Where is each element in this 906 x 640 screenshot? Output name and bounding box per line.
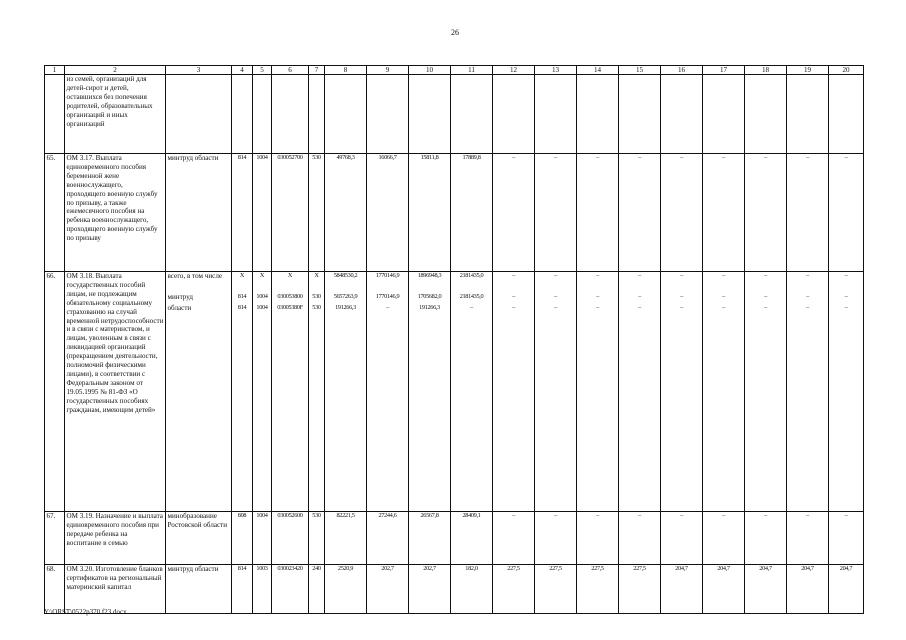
column-number-11: 11 xyxy=(451,66,493,75)
column-number-18: 18 xyxy=(745,66,787,75)
cell-c16: – xyxy=(661,154,703,272)
cell-c4: 814 xyxy=(232,154,253,272)
cell-c13 xyxy=(535,75,577,154)
cell-c15: – xyxy=(619,512,661,565)
cell-c20: – xyxy=(829,154,864,272)
column-number-20: 20 xyxy=(829,66,864,75)
cell-c16: – xyxy=(661,512,703,565)
cell-c13: – xyxy=(535,154,577,272)
column-number-2: 2 xyxy=(65,66,166,75)
page-number: 26 xyxy=(451,28,459,37)
cell-c9: 1770146,9 xyxy=(367,293,409,304)
cell-c8: 5848530,2 xyxy=(325,272,367,293)
executor: минтруд области xyxy=(166,565,232,614)
cell-c20: – xyxy=(829,304,864,512)
cell-c4: 814 xyxy=(232,565,253,614)
cell-c6: 030023420 xyxy=(272,565,309,614)
cell-c6 xyxy=(272,75,309,154)
table-row xyxy=(45,75,864,154)
cell-c7 xyxy=(309,75,325,154)
cell-c11: 2181435,0 xyxy=(451,272,493,293)
measure-name: ОМ 3.19. Назначение и выплата единовременного пособия при передаче ребенка на воспитание в семью xyxy=(65,512,166,565)
cell-c17: 204,7 xyxy=(703,565,745,614)
cell-c20: 204,7 xyxy=(829,565,864,614)
cell-c13: – xyxy=(535,293,577,304)
row-number: 65. xyxy=(45,154,65,272)
cell-c14: – xyxy=(577,272,619,293)
cell-c14 xyxy=(577,75,619,154)
measure-name: ОМ 3.20. Изготовление бланков сертификатов на региональный материнский капитал xyxy=(65,565,166,614)
row-number: 67. xyxy=(45,512,65,565)
column-number-10: 10 xyxy=(409,66,451,75)
cell-c9 xyxy=(367,75,409,154)
cell-c8: 82221,5 xyxy=(325,512,367,565)
cell-c7: 240 xyxy=(309,565,325,614)
cell-c9: 27244,6 xyxy=(367,512,409,565)
column-number-16: 16 xyxy=(661,66,703,75)
row-number: 66. xyxy=(45,272,65,512)
cell-c18: – xyxy=(745,512,787,565)
cell-c12: – xyxy=(493,512,535,565)
cell-c17: – xyxy=(703,293,745,304)
cell-c19: 204,7 xyxy=(787,565,829,614)
cell-c4: 814 xyxy=(232,293,253,304)
cell-c8: 2520,9 xyxy=(325,565,367,614)
cell-c9: 16066,7 xyxy=(367,154,409,272)
table-row xyxy=(45,154,864,272)
cell-c15: 227,5 xyxy=(619,565,661,614)
cell-c20: – xyxy=(829,512,864,565)
executor: минобразование Ростовской области xyxy=(166,512,232,565)
cell-c5: Х xyxy=(253,272,272,293)
cell-c11: 28409,1 xyxy=(451,512,493,565)
cell-c8: 191266,3 xyxy=(325,304,367,512)
column-number-1: 1 xyxy=(45,66,65,75)
cell-c16: 204,7 xyxy=(661,565,703,614)
cell-c6: Х xyxy=(272,272,309,293)
cell-c6: 03005380F xyxy=(272,304,309,512)
column-number-7: 7 xyxy=(309,66,325,75)
cell-c13: 227,5 xyxy=(535,565,577,614)
cell-c10: 202,7 xyxy=(409,565,451,614)
cell-c12: – xyxy=(493,304,535,512)
column-number-3: 3 xyxy=(166,66,232,75)
cell-c19: – xyxy=(787,272,829,293)
cell-c18: – xyxy=(745,293,787,304)
cell-c11: 182,0 xyxy=(451,565,493,614)
executor: всего, в том числе xyxy=(166,272,232,293)
cell-c18: – xyxy=(745,154,787,272)
table-row xyxy=(45,512,864,565)
cell-c11: – xyxy=(451,304,493,512)
cell-c5 xyxy=(253,75,272,154)
footer-file-path: Y:\ORST\0522p370.f23.docx xyxy=(44,608,127,616)
cell-c9: 1770146,9 xyxy=(367,272,409,293)
executor: области xyxy=(166,304,232,512)
cell-c11 xyxy=(451,75,493,154)
cell-c7: 530 xyxy=(309,304,325,512)
row-number: 68. xyxy=(45,565,65,614)
cell-c13: – xyxy=(535,272,577,293)
cell-c20: – xyxy=(829,272,864,293)
cell-c5: 1004 xyxy=(253,304,272,512)
cell-c16: – xyxy=(661,272,703,293)
cell-c18: 204,7 xyxy=(745,565,787,614)
cell-c18: – xyxy=(745,304,787,512)
cell-c17: – xyxy=(703,512,745,565)
cell-c5: 1003 xyxy=(253,565,272,614)
cell-c4: 814 xyxy=(232,304,253,512)
column-number-14: 14 xyxy=(577,66,619,75)
column-number-15: 15 xyxy=(619,66,661,75)
budget-table xyxy=(44,65,864,614)
cell-c19: – xyxy=(787,154,829,272)
cell-c8: 5657263,9 xyxy=(325,293,367,304)
column-number-13: 13 xyxy=(535,66,577,75)
cell-c11: 2181435,0 xyxy=(451,293,493,304)
cell-c16: – xyxy=(661,293,703,304)
cell-c12: 227,5 xyxy=(493,565,535,614)
cell-c13: – xyxy=(535,304,577,512)
cell-c18 xyxy=(745,75,787,154)
cell-c5: 1004 xyxy=(253,512,272,565)
column-number-row xyxy=(45,66,864,75)
cell-c7: Х xyxy=(309,272,325,293)
measure-name: из семей, организаций для детей-сирот и детей, оставшихся без попечения родителей, образовательных организаций и иных организаций xyxy=(65,75,166,154)
cell-c9: 202,7 xyxy=(367,565,409,614)
column-number-12: 12 xyxy=(493,66,535,75)
executor: минтруд области xyxy=(166,154,232,272)
cell-c15: – xyxy=(619,304,661,512)
cell-c15: – xyxy=(619,272,661,293)
cell-c12: – xyxy=(493,272,535,293)
cell-c7: 530 xyxy=(309,512,325,565)
cell-c12: – xyxy=(493,154,535,272)
cell-c4: 808 xyxy=(232,512,253,565)
cell-c8: 49768,3 xyxy=(325,154,367,272)
cell-c7: 530 xyxy=(309,293,325,304)
cell-c4 xyxy=(232,75,253,154)
cell-c19: – xyxy=(787,293,829,304)
cell-c19: – xyxy=(787,512,829,565)
cell-c10: 15811,8 xyxy=(409,154,451,272)
column-number-6: 6 xyxy=(272,66,309,75)
cell-c20 xyxy=(829,75,864,154)
cell-c10: 1896948,3 xyxy=(409,272,451,293)
column-number-5: 5 xyxy=(253,66,272,75)
cell-c14: 227,5 xyxy=(577,565,619,614)
cell-c17 xyxy=(703,75,745,154)
row-number xyxy=(45,75,65,154)
cell-c10: 26567,8 xyxy=(409,512,451,565)
column-number-19: 19 xyxy=(787,66,829,75)
executor: минтруд xyxy=(166,293,232,304)
cell-c10: 191266,3 xyxy=(409,304,451,512)
cell-c7: 530 xyxy=(309,154,325,272)
cell-c15 xyxy=(619,75,661,154)
column-number-8: 8 xyxy=(325,66,367,75)
table-row xyxy=(45,565,864,614)
cell-c16: – xyxy=(661,304,703,512)
cell-c9: – xyxy=(367,304,409,512)
cell-c19 xyxy=(787,75,829,154)
measure-name: ОМ 3.18. Выплата государственных пособий лицам, не подлежащим обязательному социальному страхованию на случай временной нетрудоспособности и в связи с материнством, и лицам, уволенным в связи с ликвидацией организаций (прекращением деятельности, полномочий физическими лицами), в соответствии с Федеральным законом от 19.05.1995 № 81-ФЗ «О государственных пособиях гражданам, имеющим детей» xyxy=(65,272,166,512)
cell-c14: – xyxy=(577,512,619,565)
cell-c14: – xyxy=(577,304,619,512)
cell-c6: 030052700 xyxy=(272,154,309,272)
table-row xyxy=(45,293,864,304)
cell-c17: – xyxy=(703,272,745,293)
executor xyxy=(166,75,232,154)
cell-c19: – xyxy=(787,304,829,512)
cell-c12 xyxy=(493,75,535,154)
cell-c5: 1004 xyxy=(253,154,272,272)
cell-c12: – xyxy=(493,293,535,304)
cell-c13: – xyxy=(535,512,577,565)
measure-name: ОМ 3.17. Выплата единовременного пособия беременной жене военнослужащего, проходящего военную службу по призыву, а также ежемесячного пособия на ребенка военнослужащего, проходящего военную службу по призыву xyxy=(65,154,166,272)
cell-c15: – xyxy=(619,154,661,272)
cell-c10: 1705682,0 xyxy=(409,293,451,304)
cell-c16 xyxy=(661,75,703,154)
cell-c18: – xyxy=(745,272,787,293)
column-number-17: 17 xyxy=(703,66,745,75)
table-row xyxy=(45,272,864,293)
cell-c4: Х xyxy=(232,272,253,293)
cell-c14: – xyxy=(577,154,619,272)
cell-c15: – xyxy=(619,293,661,304)
cell-c17: – xyxy=(703,304,745,512)
cell-c14: – xyxy=(577,293,619,304)
column-number-4: 4 xyxy=(232,66,253,75)
column-number-9: 9 xyxy=(367,66,409,75)
cell-c17: – xyxy=(703,154,745,272)
cell-c8 xyxy=(325,75,367,154)
cell-c6: 030052600 xyxy=(272,512,309,565)
cell-c20: – xyxy=(829,293,864,304)
cell-c6: 030053800 xyxy=(272,293,309,304)
cell-c11: 17889,8 xyxy=(451,154,493,272)
cell-c5: 1004 xyxy=(253,293,272,304)
table-row xyxy=(45,304,864,512)
cell-c10 xyxy=(409,75,451,154)
